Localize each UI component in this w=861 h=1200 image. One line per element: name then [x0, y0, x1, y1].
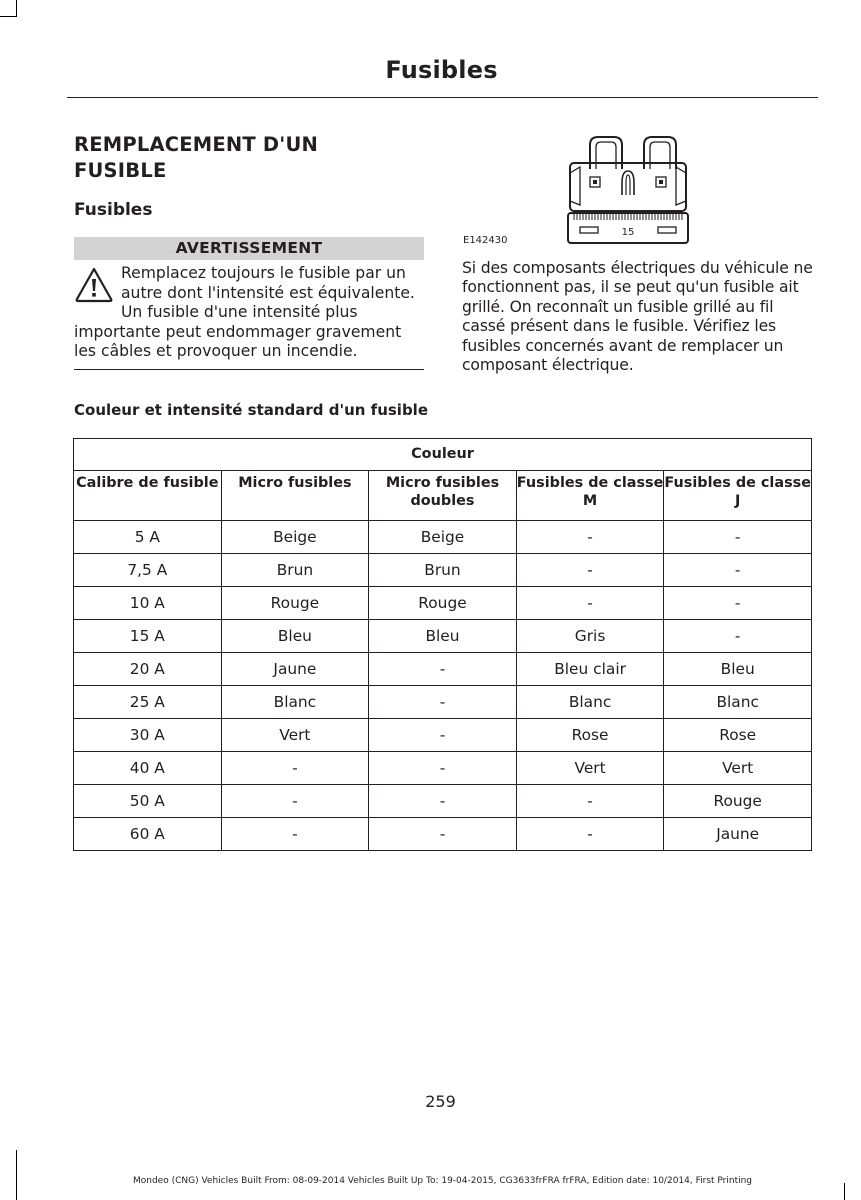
crop-mark-top-left-h [0, 16, 17, 17]
table-header-row [74, 471, 812, 521]
table-cell: Brun [369, 554, 517, 587]
column-header: Fusibles de classe M [516, 471, 664, 521]
table-row [74, 719, 812, 752]
column-header: Calibre de fusible [74, 471, 222, 521]
table-cell: - [664, 587, 812, 620]
warning-body-text: Remplacez toujours le fusible par un autre dont l'intensité est équivalente. Un fusible d'une intensité plus importante peut endommager gravement les câbles et provoquer un incendie. [74, 264, 415, 361]
table-cell: 60 A [74, 818, 222, 851]
table-cell: - [369, 719, 517, 752]
table-cell: - [369, 653, 517, 686]
page-number: 259 [425, 1092, 456, 1111]
fuse-description: Si des composants électriques du véhicule ne fonctionnent pas, il se peut qu'un fusible ait grillé. On reconnaît un fusible grillé au fil cassé présent dans le fusible. Vérifiez les fusibles concernés avant de remplacer un composant électrique. [462, 259, 813, 375]
header-divider [67, 97, 818, 98]
table-row [74, 620, 812, 653]
page-title: Fusibles [385, 56, 498, 84]
table-cell: 10 A [74, 587, 222, 620]
table-cell: Rose [664, 719, 812, 752]
table-cell: - [664, 620, 812, 653]
page-footer: Mondeo (CNG) Vehicles Built From: 08-09-2014 Vehicles Built Up To: 19-04-2015, CG3633frFRA frFRA, Edition date: 10/2014, First Printing [132, 1176, 753, 1186]
table-row [74, 686, 812, 719]
table-cell: Blanc [664, 686, 812, 719]
table-cell: - [221, 818, 369, 851]
crop-mark-top-left-v [16, 0, 17, 17]
section-subtitle: Fusibles [74, 200, 153, 220]
table-cell: - [221, 785, 369, 818]
table-cell: 20 A [74, 653, 222, 686]
warning-text [74, 264, 426, 362]
table-cell: 7,5 A [74, 554, 222, 587]
table-cell: - [369, 818, 517, 851]
table-cell: 25 A [74, 686, 222, 719]
table-row [74, 653, 812, 686]
table-cell: - [516, 818, 664, 851]
table-row [74, 521, 812, 554]
table-cell: Beige [221, 521, 369, 554]
table-cell: Gris [516, 620, 664, 653]
table-cell: Brun [221, 554, 369, 587]
table-cell: - [516, 587, 664, 620]
table-row [74, 587, 812, 620]
table-row [74, 752, 812, 785]
table-cell: Jaune [664, 818, 812, 851]
table-cell: Beige [369, 521, 517, 554]
table-cell: Bleu [369, 620, 517, 653]
warning-bottom-rule [74, 369, 424, 370]
table-title: Couleur et intensité standard d'un fusible [74, 401, 429, 419]
table-cell: - [516, 521, 664, 554]
table-group-header-row [74, 439, 812, 471]
table-cell: - [516, 554, 664, 587]
table-cell: - [369, 686, 517, 719]
table-row [74, 785, 812, 818]
warning-heading: AVERTISSEMENT [74, 237, 424, 260]
table-cell: Rouge [369, 587, 517, 620]
table-cell: - [664, 521, 812, 554]
section-title: REMPLACEMENT D'UN FUSIBLE [74, 133, 319, 182]
table-cell: 15 A [74, 620, 222, 653]
table-row [74, 818, 812, 851]
table-cell: 5 A [74, 521, 222, 554]
table-cell: - [221, 752, 369, 785]
table-cell: Vert [516, 752, 664, 785]
table-cell: Blanc [221, 686, 369, 719]
fuse-illustration [566, 133, 690, 247]
table-cell: - [664, 554, 812, 587]
crop-mark-bottom-left-v [16, 1150, 17, 1200]
table-cell: Rouge [664, 785, 812, 818]
table-group-header: Couleur [74, 439, 812, 471]
table-cell: Bleu [221, 620, 369, 653]
table-cell: Blanc [516, 686, 664, 719]
figure-code: E142430 [463, 235, 508, 246]
fuse-color-table [73, 438, 812, 851]
table-cell: Rouge [221, 587, 369, 620]
table-cell: Bleu clair [516, 653, 664, 686]
table-row [74, 554, 812, 587]
table-cell: Vert [221, 719, 369, 752]
table-cell: 40 A [74, 752, 222, 785]
table-cell: Jaune [221, 653, 369, 686]
fuse-rating-label: 15 [621, 227, 635, 238]
table-cell: Rose [516, 719, 664, 752]
table-cell: Vert [664, 752, 812, 785]
table-cell: - [369, 785, 517, 818]
column-header: Micro fusibles [221, 471, 369, 521]
table-cell: 30 A [74, 719, 222, 752]
column-header: Micro fusibles doubles [369, 471, 517, 521]
table-cell: 50 A [74, 785, 222, 818]
column-header: Fusibles de classe J [664, 471, 812, 521]
table-cell: - [516, 785, 664, 818]
table-cell: - [369, 752, 517, 785]
table-cell: Bleu [664, 653, 812, 686]
